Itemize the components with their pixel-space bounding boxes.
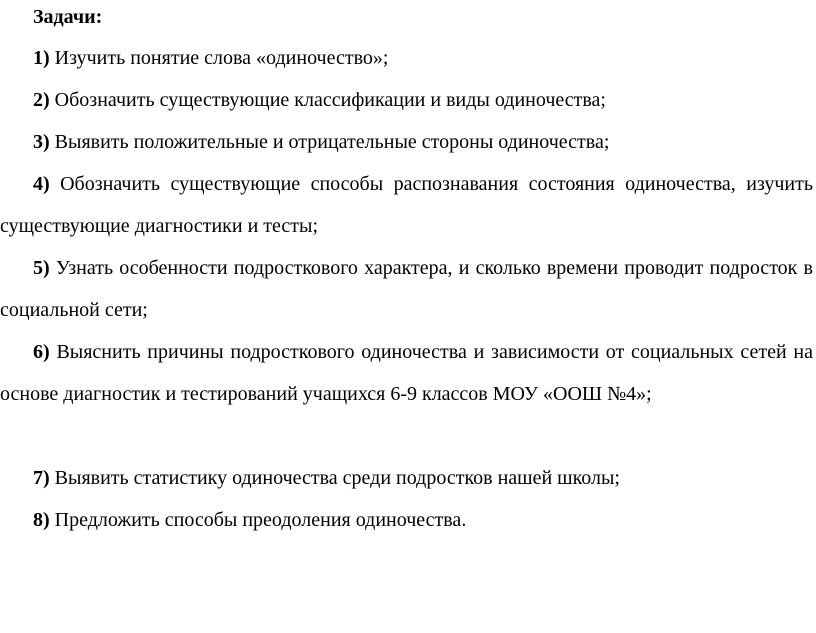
task-number: 7) — [33, 467, 50, 489]
task-item-1 — [0, 37, 813, 79]
task-item-6 — [0, 331, 813, 415]
task-text: Выявить статистику одиночества среди подростков нашей школы; — [54, 467, 620, 489]
task-text: Выяснить причины подросткового одиночества и зависимости от социальных сетей на основе диагностик и тестирований учащихся 6-9 классов МОУ «ООШ №4»; — [0, 341, 814, 405]
task-text: Обозначить существующие способы распознавания состояния одиночества, изучить существующие диагностики и тесты; — [0, 173, 813, 237]
task-number: 8) — [33, 509, 50, 531]
task-number: 1) — [33, 47, 50, 69]
task-number: 2) — [33, 89, 50, 111]
task-number: 6) — [33, 341, 50, 363]
task-text: Обозначить существующие классификации и виды одиночества; — [54, 89, 606, 111]
task-item-2 — [0, 79, 813, 121]
task-item-3 — [0, 121, 813, 163]
task-number: 4) — [33, 173, 50, 195]
task-text: Узнать особенности подросткового характера, и сколько времени проводит подросток в социальной сети; — [0, 257, 813, 321]
task-number: 3) — [33, 131, 50, 153]
task-text: Выявить положительные и отрицательные стороны одиночества; — [54, 131, 610, 153]
task-text: Изучить понятие слова «одиночество»; — [54, 47, 389, 69]
page-heading: Задачи: — [33, 6, 103, 28]
task-number: 5) — [33, 257, 50, 279]
task-item-4 — [0, 163, 813, 247]
task-item-8 — [0, 499, 813, 541]
task-item-5 — [0, 247, 813, 331]
task-text: Предложить способы преодоления одиночества. — [54, 509, 467, 531]
task-item-7 — [0, 457, 813, 499]
